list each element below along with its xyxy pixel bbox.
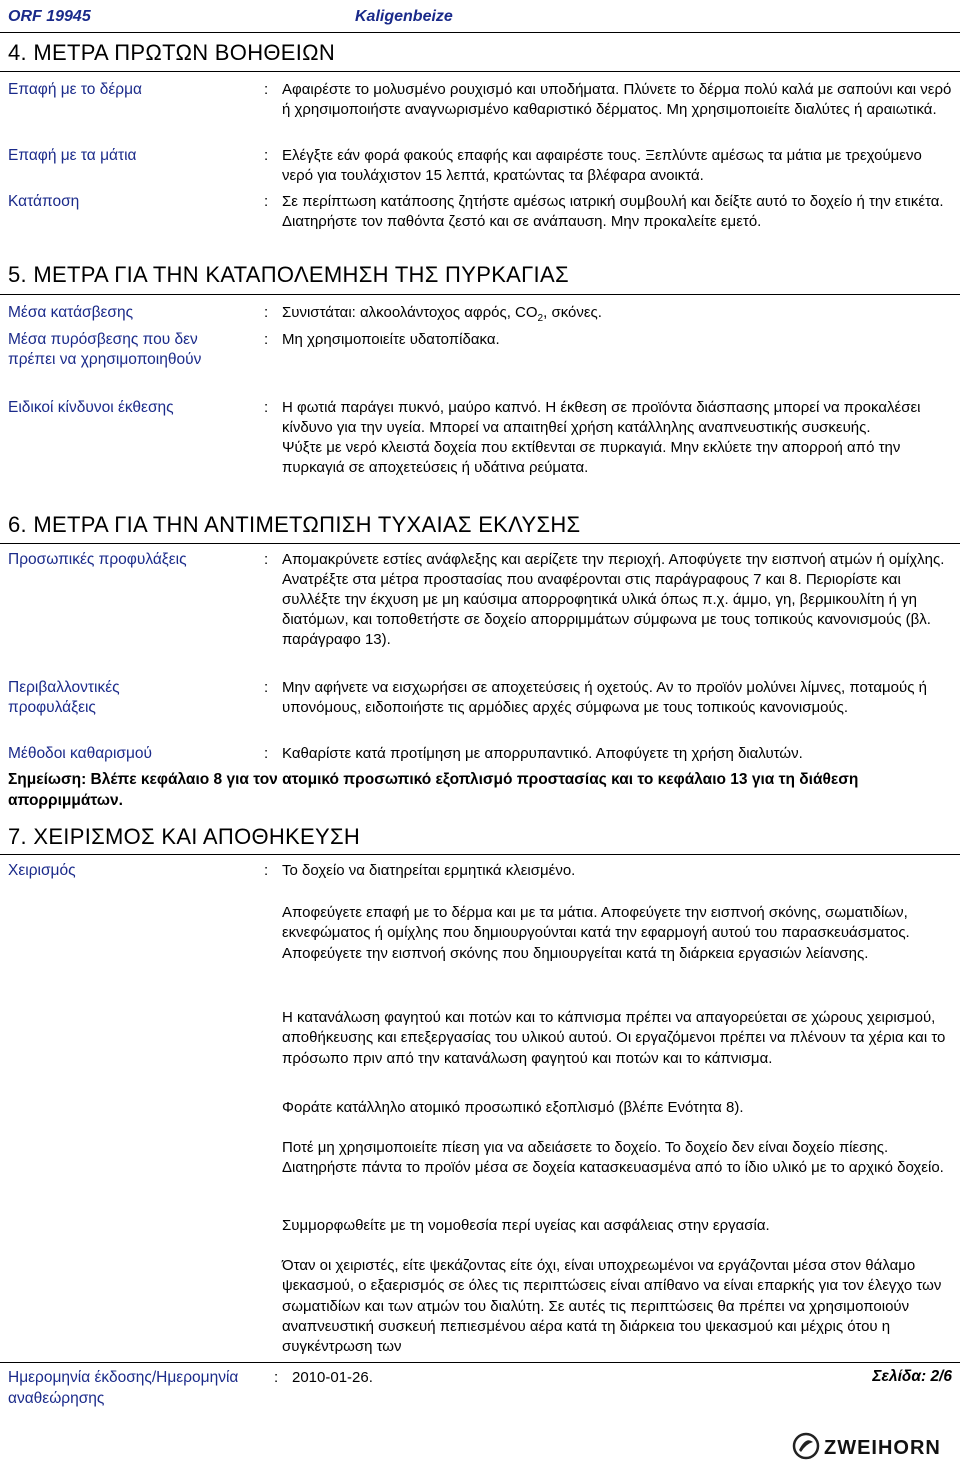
handling-paragraph: Συμμορφωθείτε με τη νομοθεσία περί υγείας και ασφάλειας στην εργασία. — [282, 1217, 770, 1234]
cleaning-methods-label: Μέθοδοι καθαρισμού — [8, 745, 153, 762]
footer-colon: : — [274, 1369, 279, 1386]
extinguishing-media-value: Συνιστάται: αλκοολάντοχος αφρός, $CO_2$, σκόνες. — [282, 304, 602, 324]
handling-paragraph: Η κατανάλωση φαγητού και ποτών και το κάπνισμα πρέπει να απαγορεύεται σε χώρους χειρισμού, αποθήκευσης και επεξεργασίας του υλικού αυτού. Οι εργαζόμενοι πρέπει να πλένουν τα χέρια και το πρόσωπο πριν από την κατανάλωση φαγητού και ποτών και το κάπνισμα. — [282, 1009, 946, 1067]
cleaning-methods-value: Καθαρίστε κατά προτίμηση με απορρυπαντικό. Αποφύγετε τη χρήση διαλυτών. — [282, 745, 803, 762]
eye-contact-label: Επαφή με τα μάτια — [8, 147, 137, 164]
logo-text: ZWEIHORN — [824, 1437, 941, 1459]
handling-label: Χειρισμός — [8, 862, 76, 879]
extinguishing-media-label: Μέσα κατάσβεσης — [8, 304, 134, 321]
handling-paragraph: Όταν οι χειριστές, είτε ψεκάζοντας είτε όχι, είναι υποχρεωμένοι να εργάζονται μέσα στον θάλαμο ψεκασμού, ο εξαερισμός σε όλες τις περιπτώσεις είναι απίθανο να είναι επαρκής για τον έλεγχο των σωματιδίων και των ατμών του διαλύτη. Σε αυτές τις περιπτώσεις θα πρέπει να χρησιμοποιούν αναπνευστική συσκευή πεπιεσμένου αέρα κατά τη διάρκεια του ψεκασμού και μέχρις ότου η συγκέντρωση των — [282, 1257, 942, 1356]
divider — [0, 294, 960, 295]
unsuitable-media-value: Μη χρησιμοποιείτε υδατοπίδακα. — [282, 331, 500, 348]
company-name: Kaligenbeize — [355, 8, 453, 25]
unsuitable-media-label: Μέσα πυρόσβεσης που δεν πρέπει να χρησιμοποιηθούν — [8, 331, 202, 368]
product-code: ORF 19945 — [8, 8, 91, 25]
section-7-title: 7. ΧΕΙΡΙΣΜΟΣ ΚΑΙ ΑΠΟΘΗΚΕΥΣΗ — [8, 824, 361, 849]
personal-precautions-value: Απομακρύνετε εστίες ανάφλεξης και αερίζετε την περιοχή. Αποφύγετε την εισπνοή ατμών ή ομίχλης. Ανατρέξτε στα μέτρα προστασίας που αναφέρονται στις παράγραφους 7 και 8. Περιορίστε και συλλέξτε την έκχυση με μη καύσιμα απορροφητικά υλικά όπως π.χ. άμμο, γη, βερμικουλίτη ή γη διατόμων, και τοποθετήστε σε δοχείο απορριμμάτων σύμφωνα με τους τοπικούς κανονισμούς (βλ. παράγραφο 13). — [282, 551, 945, 648]
handling-paragraph: Φοράτε κατάλληλο ατομικό προσωπικό εξοπλισμό (βλέπε Ενότητα 8). — [282, 1099, 744, 1116]
footer-divider — [0, 1362, 960, 1363]
divider — [0, 854, 960, 855]
environmental-precautions-label: Περιβαλλοντικές προφυλάξεις — [8, 679, 120, 716]
issue-date-value: 2010-01-26. — [292, 1369, 373, 1386]
handling-paragraph: Αποφεύγετε επαφή με το δέρμα και με τα μάτια. Αποφεύγετε την εισπνοή σκόνης, σωματιδίων, εκνεφώματος ή ομίχλης που δημιουργούνται κατά την εφαρμογή αυτού του παρασκευάσματος. Αποφεύγετε την εισπνοή σκόνης που δημιουργείται κατά τη διάρκεια εργασιών λείανσης. — [282, 904, 910, 962]
environmental-precautions-value: Μην αφήνετε να εισχωρήσει σε αποχετεύσεις ή οχετούς. Αν το προϊόν μολύνει λίμνες, ποταμούς ή υπονόμους, ειδοποιήστε τις αρμόδιες αρχές σύμφωνα με τους τοπικούς κανονισμούς. — [282, 679, 927, 716]
special-hazards-value: Η φωτιά παράγει πυκνό, μαύρο καπνό. Η έκθεση σε προϊόντα διάσπασης μπορεί να προκαλέσει κίνδυνο για την υγεία. Μπορεί να απαιτηθεί χρήση κατάλληλης αναπνευστικής συσκευής. Ψύξτε με νερό κλειστά δοχεία που εκτίθενται σε πυρκαγιά. Μην εκλύετε την απορροή από την πυρκαγιά σε αποχετεύσεις ή υδάτινα ρεύματα. — [282, 399, 921, 476]
page-number: Σελίδα: 2/6 — [872, 1368, 952, 1385]
personal-precautions-label: Προσωπικές προφυλάξεις — [8, 551, 187, 568]
ingestion-label: Κατάποση — [8, 193, 80, 210]
ingestion-value: Σε περίπτωση κατάποσης ζητήστε αμέσως ιατρική συμβουλή και δείξτε αυτό το δοχείο ή την ετικέτα. Διατηρήστε τον παθόντα ζεστό και σε ανάπαυση. Μην προκαλείτε εμετό. — [282, 193, 944, 230]
handling-paragraph: Το δοχείο να διατηρείται ερμητικά κλεισμένο. — [282, 862, 576, 879]
page-header — [0, 0, 960, 33]
section-5-title: 5. ΜΕΤΡΑ ΓΙΑ ΤΗΝ ΚΑΤΑΠΟΛΕΜΗΣΗ ΤΗΣ ΠΥΡΚΑΓΙΑΣ — [8, 262, 569, 287]
section-4-title: 4. ΜΕΤΡΑ ΠΡΩΤΩΝ ΒΟΗΘΕΙΩΝ — [8, 40, 336, 65]
eye-contact-value: Ελέγξτε εάν φορά φακούς επαφής και αφαιρέστε τους. Ξεπλύντε αμέσως τα μάτια με τρεχούμενο νερό για τουλάχιστον 15 λεπτά, κρατώντας τα βλέφαρα ανοικτά. — [282, 147, 922, 184]
special-hazards-label: Ειδικοί κίνδυνοι έκθεσης — [8, 399, 174, 416]
section-6-note: Σημείωση: Βλέπε κεφάλαιο 8 για τον ατομικό προσωπικό εξοπλισμό προστασίας και το κεφάλαιο 13 για τη διάθεση απορριμμάτων. — [8, 771, 859, 809]
issue-date-label: Ημερομηνία έκδοσης/Ημερομηνία αναθεώρησης — [8, 1369, 239, 1407]
section-6-title: 6. ΜΕΤΡΑ ΓΙΑ ΤΗΝ ΑΝΤΙΜΕΤΩΠΙΣΗ ΤΥΧΑΙΑΣ ΕΚΛΥΣΗΣ — [8, 512, 581, 537]
skin-contact-label: Επαφή με το δέρμα — [8, 81, 142, 98]
zweihorn-logo — [792, 1430, 952, 1462]
skin-contact-value: Αφαιρέστε το μολυσμένο ρουχισμό και υποδήματα. Πλύνετε το δέρμα πολύ καλά με σαπούνι και νερό ή χρησιμοποιήστε αναγνωρισμένο καθαριστικό δέρματος. Μη χρησιμοποιείτε διαλύτες ή αραιωτικά. — [282, 81, 952, 118]
divider — [0, 71, 960, 72]
divider — [0, 543, 960, 544]
handling-paragraph: Ποτέ μη χρησιμοποιείτε πίεση για να αδειάσετε το δοχείο. Το δοχείο δεν είναι δοχείο πίεσης. Διατηρήστε πάντα το προϊόν μέσα σε δοχεία κατασκευασμένα από το ίδιο υλικό με το αρχικό δοχείο. — [282, 1139, 944, 1177]
